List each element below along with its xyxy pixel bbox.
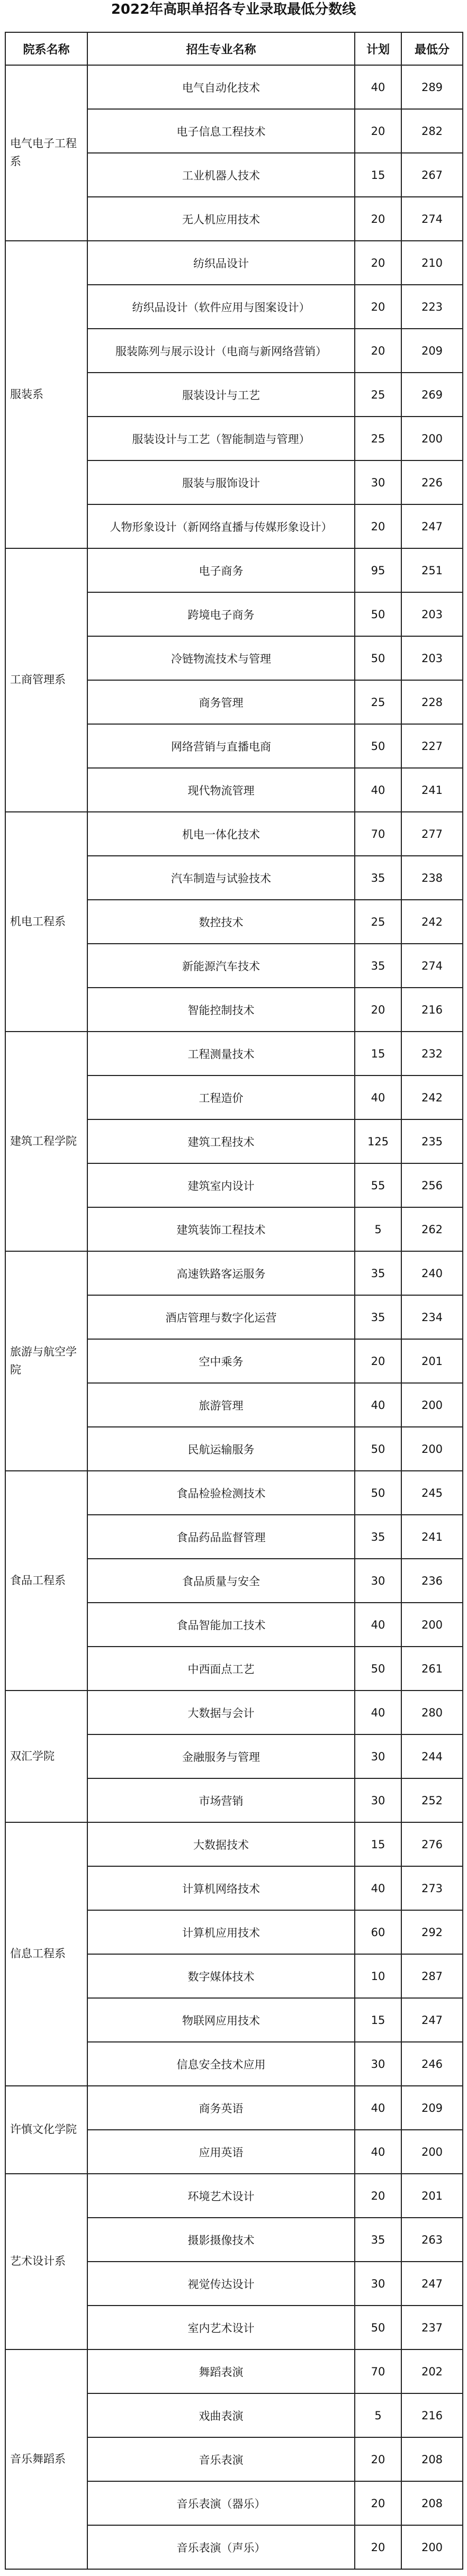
major-cell: 服装与服饰设计 — [87, 460, 355, 504]
major-cell: 商务管理 — [87, 680, 355, 724]
min-score-cell: 276 — [401, 1822, 463, 1866]
major-cell: 数字媒体技术 — [87, 1954, 355, 1998]
table-header — [5, 32, 463, 65]
min-score-cell: 202 — [401, 2349, 463, 2393]
major-cell: 酒店管理与数字化运营 — [87, 1295, 355, 1339]
min-score-cell: 200 — [401, 2130, 463, 2174]
table-row — [5, 241, 463, 285]
plan-cell: 15 — [355, 1032, 401, 1075]
plan-cell: 25 — [355, 900, 401, 944]
min-score-cell: 200 — [401, 2525, 463, 2569]
plan-cell: 35 — [355, 1295, 401, 1339]
plan-cell: 35 — [355, 856, 401, 900]
major-cell: 机电一体化技术 — [87, 812, 355, 856]
major-cell: 民航运输服务 — [87, 1427, 355, 1471]
plan-cell: 40 — [355, 1383, 401, 1427]
min-score-cell: 216 — [401, 988, 463, 1032]
plan-cell: 20 — [355, 504, 401, 548]
table-row — [5, 1251, 463, 1295]
min-score-cell: 247 — [401, 1998, 463, 2042]
plan-cell: 50 — [355, 636, 401, 680]
min-score-cell: 251 — [401, 548, 463, 592]
plan-cell: 30 — [355, 2042, 401, 2086]
min-score-cell: 226 — [401, 460, 463, 504]
major-cell: 摄影摄像技术 — [87, 2218, 355, 2262]
major-cell: 计算机应用技术 — [87, 1910, 355, 1954]
major-cell: 食品智能加工技术 — [87, 1603, 355, 1647]
min-score-cell: 277 — [401, 812, 463, 856]
min-score-cell: 263 — [401, 2218, 463, 2262]
plan-cell: 50 — [355, 1647, 401, 1691]
min-score-cell: 238 — [401, 856, 463, 900]
plan-cell: 20 — [355, 285, 401, 329]
major-cell: 食品质量与安全 — [87, 1559, 355, 1603]
min-score-cell: 242 — [401, 1075, 463, 1119]
major-cell: 大数据技术 — [87, 1822, 355, 1866]
min-score-cell: 201 — [401, 2174, 463, 2218]
min-score-cell: 269 — [401, 373, 463, 417]
plan-cell: 20 — [355, 2525, 401, 2569]
plan-cell: 20 — [355, 2437, 401, 2481]
department-name-cell: 艺术设计系 — [5, 2174, 87, 2349]
plan-cell: 30 — [355, 1734, 401, 1778]
min-score-cell: 282 — [401, 109, 463, 153]
min-score-cell: 292 — [401, 1910, 463, 1954]
major-cell: 纺织品设计 — [87, 241, 355, 285]
plan-cell: 20 — [355, 2174, 401, 2218]
major-cell: 商务英语 — [87, 2086, 355, 2130]
plan-cell: 40 — [355, 65, 401, 109]
plan-cell: 15 — [355, 153, 401, 197]
plan-cell: 20 — [355, 329, 401, 373]
major-cell: 人物形象设计（新网络直播与传媒形象设计） — [87, 504, 355, 548]
plan-cell: 35 — [355, 1251, 401, 1295]
table-row — [5, 812, 463, 856]
major-cell: 大数据与会计 — [87, 1691, 355, 1734]
plan-cell: 125 — [355, 1119, 401, 1163]
min-score-cell: 247 — [401, 504, 463, 548]
table-row — [5, 548, 463, 592]
plan-cell: 40 — [355, 1603, 401, 1647]
department-name-cell: 机电工程系 — [5, 812, 87, 1032]
major-cell: 建筑装饰工程技术 — [87, 1207, 355, 1251]
plan-cell: 30 — [355, 2262, 401, 2306]
min-score-cell: 241 — [401, 1515, 463, 1559]
plan-cell: 5 — [355, 2393, 401, 2437]
min-score-cell: 252 — [401, 1778, 463, 1822]
major-cell: 工程测量技术 — [87, 1032, 355, 1075]
plan-cell: 40 — [355, 1691, 401, 1734]
min-score-cell: 273 — [401, 1866, 463, 1910]
plan-cell: 10 — [355, 1954, 401, 1998]
min-score-cell: 232 — [401, 1032, 463, 1075]
plan-cell: 20 — [355, 2481, 401, 2525]
major-cell: 工程造价 — [87, 1075, 355, 1119]
min-score-cell: 247 — [401, 2262, 463, 2306]
major-cell: 音乐表演（器乐） — [87, 2481, 355, 2525]
min-score-cell: 209 — [401, 329, 463, 373]
plan-cell: 20 — [355, 109, 401, 153]
major-cell: 金融服务与管理 — [87, 1734, 355, 1778]
plan-cell: 20 — [355, 197, 401, 241]
min-score-cell: 203 — [401, 636, 463, 680]
min-score-cell: 210 — [401, 241, 463, 285]
min-score-cell: 223 — [401, 285, 463, 329]
table-row — [5, 1822, 463, 1866]
header-min-score: 最低分 — [401, 32, 463, 65]
plan-cell: 70 — [355, 812, 401, 856]
plan-cell: 30 — [355, 1778, 401, 1822]
min-score-cell: 208 — [401, 2437, 463, 2481]
major-cell: 冷链物流技术与管理 — [87, 636, 355, 680]
table-row — [5, 2174, 463, 2218]
plan-cell: 50 — [355, 1427, 401, 1471]
min-score-cell: 236 — [401, 1559, 463, 1603]
plan-cell: 30 — [355, 1559, 401, 1603]
table-row — [5, 2086, 463, 2130]
min-score-cell: 289 — [401, 65, 463, 109]
major-cell: 食品药品监督管理 — [87, 1515, 355, 1559]
min-score-cell: 244 — [401, 1734, 463, 1778]
plan-cell: 50 — [355, 1471, 401, 1515]
table-row — [5, 2349, 463, 2393]
major-cell: 室内艺术设计 — [87, 2306, 355, 2349]
plan-cell: 25 — [355, 417, 401, 460]
major-cell: 视觉传达设计 — [87, 2262, 355, 2306]
min-score-cell: 227 — [401, 724, 463, 768]
min-score-cell: 235 — [401, 1119, 463, 1163]
department-name-cell: 许慎文化学院 — [5, 2086, 87, 2174]
min-score-cell: 240 — [401, 1251, 463, 1295]
major-cell: 智能控制技术 — [87, 988, 355, 1032]
department-name-cell: 食品工程系 — [5, 1471, 87, 1691]
major-cell: 市场营销 — [87, 1778, 355, 1822]
plan-cell: 40 — [355, 2130, 401, 2174]
department-name-cell: 建筑工程学院 — [5, 1032, 87, 1251]
plan-cell: 30 — [355, 460, 401, 504]
min-score-cell: 200 — [401, 417, 463, 460]
major-cell: 舞蹈表演 — [87, 2349, 355, 2393]
department-name-cell: 工商管理系 — [5, 548, 87, 812]
plan-cell: 95 — [355, 548, 401, 592]
department-name-cell: 双汇学院 — [5, 1691, 87, 1822]
department-name-cell: 服装系 — [5, 241, 87, 548]
min-score-cell: 261 — [401, 1647, 463, 1691]
plan-cell: 35 — [355, 944, 401, 988]
header-row — [5, 32, 463, 65]
min-score-cell: 209 — [401, 2086, 463, 2130]
plan-cell: 55 — [355, 1163, 401, 1207]
min-score-cell: 256 — [401, 1163, 463, 1207]
plan-cell: 20 — [355, 241, 401, 285]
major-cell: 信息安全技术应用 — [87, 2042, 355, 2086]
major-cell: 旅游管理 — [87, 1383, 355, 1427]
major-cell: 网络营销与直播电商 — [87, 724, 355, 768]
min-score-cell: 200 — [401, 1603, 463, 1647]
min-score-cell: 237 — [401, 2306, 463, 2349]
min-score-cell: 267 — [401, 153, 463, 197]
plan-cell: 50 — [355, 592, 401, 636]
plan-cell: 50 — [355, 724, 401, 768]
admissions-table — [5, 32, 463, 2570]
plan-cell: 15 — [355, 1998, 401, 2042]
header-major: 招生专业名称 — [87, 32, 355, 65]
plan-cell: 35 — [355, 1515, 401, 1559]
min-score-cell: 245 — [401, 1471, 463, 1515]
department-name-cell: 旅游与航空学院 — [5, 1251, 87, 1471]
major-cell: 计算机网络技术 — [87, 1866, 355, 1910]
plan-cell: 25 — [355, 680, 401, 724]
min-score-cell: 241 — [401, 768, 463, 812]
page-title: 2022年高职单招各专业录取最低分数线 — [111, 2, 356, 17]
min-score-cell: 262 — [401, 1207, 463, 1251]
min-score-cell: 203 — [401, 592, 463, 636]
plan-cell: 20 — [355, 1339, 401, 1383]
plan-cell: 15 — [355, 1822, 401, 1866]
major-cell: 服装陈列与展示设计（电商与新网络营销） — [87, 329, 355, 373]
plan-cell: 40 — [355, 768, 401, 812]
major-cell: 数控技术 — [87, 900, 355, 944]
min-score-cell: 280 — [401, 1691, 463, 1734]
major-cell: 纺织品设计（软件应用与图案设计） — [87, 285, 355, 329]
table-body — [5, 65, 463, 2569]
major-cell: 无人机应用技术 — [87, 197, 355, 241]
min-score-cell: 242 — [401, 900, 463, 944]
plan-cell: 20 — [355, 988, 401, 1032]
major-cell: 空中乘务 — [87, 1339, 355, 1383]
major-cell: 服装设计与工艺（智能制造与管理） — [87, 417, 355, 460]
department-name-cell: 电气电子工程系 — [5, 65, 87, 241]
table-row — [5, 1032, 463, 1075]
plan-cell: 70 — [355, 2349, 401, 2393]
plan-cell: 35 — [355, 2218, 401, 2262]
table-row — [5, 65, 463, 109]
table-row — [5, 1471, 463, 1515]
header-department: 院系名称 — [5, 32, 87, 65]
major-cell: 应用英语 — [87, 2130, 355, 2174]
major-cell: 电气自动化技术 — [87, 65, 355, 109]
major-cell: 戏曲表演 — [87, 2393, 355, 2437]
min-score-cell: 200 — [401, 1427, 463, 1471]
table-row — [5, 1691, 463, 1734]
min-score-cell: 200 — [401, 1383, 463, 1427]
major-cell: 建筑工程技术 — [87, 1119, 355, 1163]
major-cell: 工业机器人技术 — [87, 153, 355, 197]
plan-cell: 60 — [355, 1910, 401, 1954]
department-name-cell: 信息工程系 — [5, 1822, 87, 2086]
major-cell: 服装设计与工艺 — [87, 373, 355, 417]
major-cell: 电子信息工程技术 — [87, 109, 355, 153]
min-score-cell: 287 — [401, 1954, 463, 1998]
min-score-cell: 216 — [401, 2393, 463, 2437]
major-cell: 音乐表演 — [87, 2437, 355, 2481]
min-score-cell: 208 — [401, 2481, 463, 2525]
min-score-cell: 246 — [401, 2042, 463, 2086]
min-score-cell: 274 — [401, 944, 463, 988]
major-cell: 建筑室内设计 — [87, 1163, 355, 1207]
major-cell: 音乐表演（声乐） — [87, 2525, 355, 2569]
major-cell: 汽车制造与试验技术 — [87, 856, 355, 900]
major-cell: 新能源汽车技术 — [87, 944, 355, 988]
plan-cell: 40 — [355, 2086, 401, 2130]
department-name-cell: 音乐舞蹈系 — [5, 2349, 87, 2569]
major-cell: 电子商务 — [87, 548, 355, 592]
major-cell: 高速铁路客运服务 — [87, 1251, 355, 1295]
min-score-cell: 274 — [401, 197, 463, 241]
min-score-cell: 234 — [401, 1295, 463, 1339]
plan-cell: 40 — [355, 1075, 401, 1119]
major-cell: 现代物流管理 — [87, 768, 355, 812]
plan-cell: 25 — [355, 373, 401, 417]
major-cell: 跨境电子商务 — [87, 592, 355, 636]
min-score-cell: 228 — [401, 680, 463, 724]
major-cell: 食品检验检测技术 — [87, 1471, 355, 1515]
plan-cell: 50 — [355, 2306, 401, 2349]
min-score-cell: 201 — [401, 1339, 463, 1383]
plan-cell: 40 — [355, 1866, 401, 1910]
plan-cell: 5 — [355, 1207, 401, 1251]
major-cell: 环境艺术设计 — [87, 2174, 355, 2218]
major-cell: 物联网应用技术 — [87, 1998, 355, 2042]
major-cell: 中西面点工艺 — [87, 1647, 355, 1691]
header-plan: 计划 — [355, 32, 401, 65]
